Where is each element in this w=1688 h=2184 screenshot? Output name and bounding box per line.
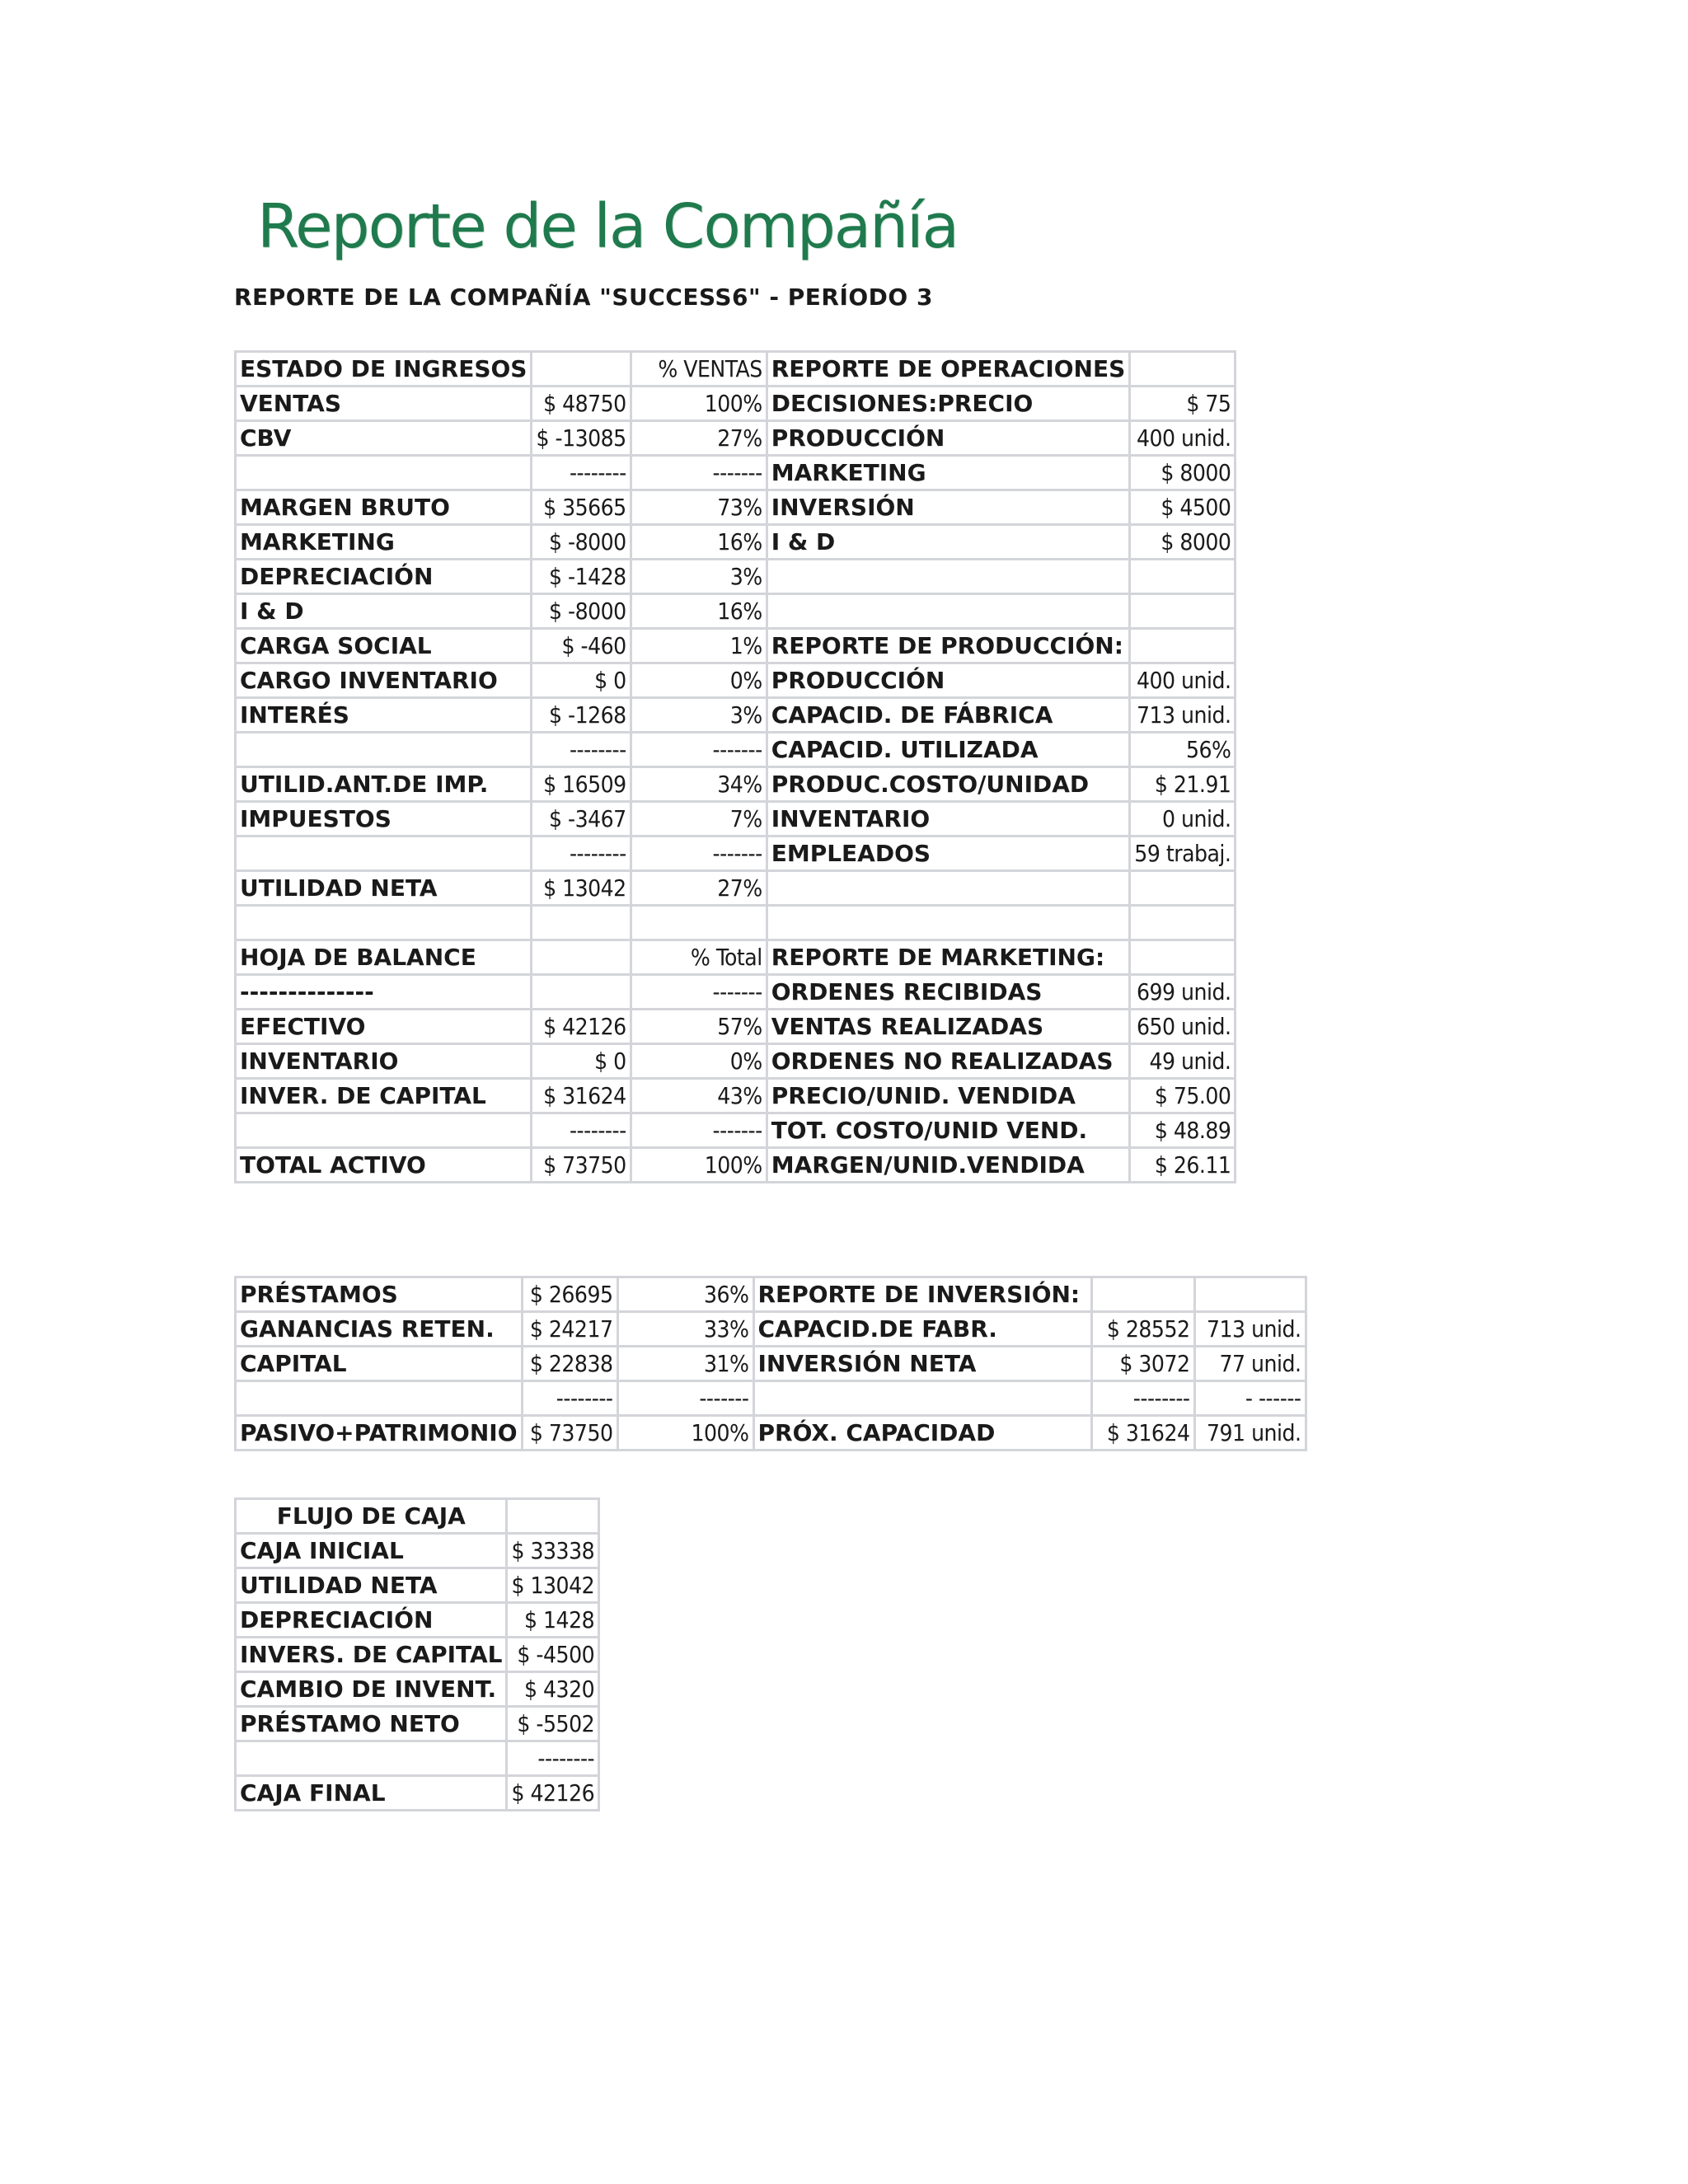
table-cell: 100% [631,387,767,421]
table-cell: PRODUCCIÓN [767,421,1130,456]
table-cell: INVERSIÓN [767,490,1130,525]
table-cell: $ 73750 [522,1416,617,1451]
table-cell: 0% [631,663,767,698]
table-cell: UTILID.ANT.DE IMP. [236,767,532,802]
table-cell: $ 42126 [532,1010,631,1044]
table-cell: REPORTE DE MARKETING: [767,940,1130,975]
cash-flow-table [234,1497,600,1811]
table-row [236,871,1236,906]
table-cell: DEPRECIACIÓN [236,560,532,594]
table-row [236,352,1236,387]
table-cell: 650 unid. [1130,1010,1236,1044]
table-cell: 77 unid. [1194,1347,1306,1381]
table-cell [631,906,767,940]
table-cell [767,906,1130,940]
table-cell: 43% [631,1079,767,1113]
table-cell: $ 13042 [507,1568,599,1603]
table-cell: I & D [236,594,532,629]
table-row [236,456,1236,490]
table-cell: $ 42126 [507,1776,599,1811]
table-cell: CARGA SOCIAL [236,629,532,663]
table-row [236,525,1236,560]
table-cell: REPORTE DE INVERSIÓN: [753,1277,1091,1312]
table-cell: 0% [631,1044,767,1079]
table-cell: 34% [631,767,767,802]
table-row [236,594,1236,629]
table-cell: $ 75 [1130,387,1236,421]
table-cell: UTILIDAD NETA [236,1568,507,1603]
table-cell [1130,629,1236,663]
table-cell: HOJA DE BALANCE [236,940,532,975]
table-row [236,1672,599,1707]
table-cell: DECISIONES:PRECIO [767,387,1130,421]
table-cell: 3% [631,698,767,733]
table-cell: ESTADO DE INGRESOS [236,352,532,387]
table-row [236,802,1236,837]
table-cell: 57% [631,1010,767,1044]
table-cell: 3% [631,560,767,594]
table-cell: $ 26695 [522,1277,617,1312]
table-cell: ------- [631,733,767,767]
table-cell: -------------- [236,975,532,1010]
table-cell: DEPRECIACIÓN [236,1603,507,1638]
liabilities-investment-table [234,1276,1307,1451]
table-cell: ------- [631,975,767,1010]
table-cell [767,871,1130,906]
table-cell: $ -5502 [507,1707,599,1741]
table-row [236,1312,1306,1347]
table-cell [1091,1277,1194,1312]
table-cell: INVENTARIO [767,802,1130,837]
table-cell: CBV [236,421,532,456]
table-cell: ORDENES RECIBIDAS [767,975,1130,1010]
table-cell [236,1741,507,1776]
table-cell: -------- [532,837,631,871]
table-cell: $ 26.11 [1130,1148,1236,1183]
table-cell [236,733,532,767]
table-cell: EFECTIVO [236,1010,532,1044]
table-cell: PASIVO+PATRIMONIO [236,1416,523,1451]
table-cell: - ------ [1194,1381,1306,1416]
table-cell: PRÓX. CAPACIDAD [753,1416,1091,1451]
table-cell: MARGEN/UNID.VENDIDA [767,1148,1130,1183]
table-cell: TOTAL ACTIVO [236,1148,532,1183]
table-cell: $ 1428 [507,1603,599,1638]
table-cell [532,906,631,940]
table-row [236,767,1236,802]
table-cell: 49 unid. [1130,1044,1236,1079]
table-cell: VENTAS [236,387,532,421]
table-cell: -------- [507,1741,599,1776]
table-row [236,1347,1306,1381]
table-cell: INTERÉS [236,698,532,733]
table-cell: MARGEN BRUTO [236,490,532,525]
table-cell: PRÉSTAMO NETO [236,1707,507,1741]
table-cell [1130,594,1236,629]
table-row [236,629,1236,663]
table-cell: $ 75.00 [1130,1079,1236,1113]
table-cell [1130,871,1236,906]
table-cell: 713 unid. [1130,698,1236,733]
table-cell: MARKETING [236,525,532,560]
table-row [236,1776,599,1811]
table-cell [236,837,532,871]
table-row [236,975,1236,1010]
table-cell: PRODUC.COSTO/UNIDAD [767,767,1130,802]
table-cell: $ 21.91 [1130,767,1236,802]
table-cell: -------- [522,1381,617,1416]
table-cell: 31% [617,1347,753,1381]
table-row [236,1568,599,1603]
table-cell: CAPACID. DE FÁBRICA [767,698,1130,733]
table-cell: I & D [767,525,1130,560]
table-cell: 59 trabaj. [1130,837,1236,871]
table-cell: CAJA INICIAL [236,1534,507,1568]
table-cell: $ 48.89 [1130,1113,1236,1148]
table-cell [236,1113,532,1148]
table-cell [532,940,631,975]
table-cell: PRODUCCIÓN [767,663,1130,698]
table-cell: PRÉSTAMOS [236,1277,523,1312]
table-cell: 400 unid. [1130,421,1236,456]
table-cell: EMPLEADOS [767,837,1130,871]
table-cell: ------- [631,1113,767,1148]
table-cell [1194,1277,1306,1312]
table-cell: 791 unid. [1194,1416,1306,1451]
table-cell: IMPUESTOS [236,802,532,837]
report-subtitle: REPORTE DE LA COMPAÑÍA "SUCCESS6" - PERÍODO 3 [234,284,933,311]
table-cell: INVENTARIO [236,1044,532,1079]
table-cell [767,560,1130,594]
table-row [236,490,1236,525]
table-cell: INVERS. DE CAPITAL [236,1638,507,1672]
table-cell: CAMBIO DE INVENT. [236,1672,507,1707]
table-cell [1130,906,1236,940]
table-cell: 16% [631,594,767,629]
table-cell [507,1499,599,1534]
table-cell: ------- [617,1381,753,1416]
table-cell: -------- [532,733,631,767]
table-row [236,940,1236,975]
table-cell: $ -1268 [532,698,631,733]
table-cell: $ -460 [532,629,631,663]
table-cell [1130,940,1236,975]
table-cell: VENTAS REALIZADAS [767,1010,1130,1044]
table-row [236,1416,1306,1451]
table-cell: CAJA FINAL [236,1776,507,1811]
table-cell: 36% [617,1277,753,1312]
table-row [236,560,1236,594]
table-cell: 16% [631,525,767,560]
table-cell: -------- [532,1113,631,1148]
table-cell: $ 33338 [507,1534,599,1568]
table-cell: 699 unid. [1130,975,1236,1010]
table-row [236,1381,1306,1416]
table-cell: $ -3467 [532,802,631,837]
table-cell: CAPACID. UTILIZADA [767,733,1130,767]
table-row [236,733,1236,767]
table-cell [767,594,1130,629]
table-row [236,1277,1306,1312]
table-cell: $ 3072 [1091,1347,1194,1381]
table-row [236,1148,1236,1183]
table-cell: ------- [631,456,767,490]
table-cell: $ -8000 [532,594,631,629]
table-cell: $ 73750 [532,1148,631,1183]
table-cell [1130,352,1236,387]
table-cell [753,1381,1091,1416]
table-row [236,1499,599,1534]
table-row [236,1113,1236,1148]
table-cell [532,975,631,1010]
table-cell: $ 13042 [532,871,631,906]
table-cell: UTILIDAD NETA [236,871,532,906]
table-cell: REPORTE DE PRODUCCIÓN: [767,629,1130,663]
table-row [236,421,1236,456]
table-cell: $ -13085 [532,421,631,456]
table-cell: $ 0 [532,1044,631,1079]
table-cell: $ 48750 [532,387,631,421]
table-cell: $ 28552 [1091,1312,1194,1347]
table-cell: $ 0 [532,663,631,698]
table-cell: INVERSIÓN NETA [753,1347,1091,1381]
table-cell: FLUJO DE CAJA [236,1499,507,1534]
table-cell: $ -4500 [507,1638,599,1672]
table-row [236,698,1236,733]
table-cell: -------- [1091,1381,1194,1416]
table-cell: CAPITAL [236,1347,523,1381]
table-cell: $ 4320 [507,1672,599,1707]
table-cell: REPORTE DE OPERACIONES [767,352,1130,387]
table-cell: -------- [532,456,631,490]
table-cell: 1% [631,629,767,663]
table-cell [1130,560,1236,594]
table-cell: 27% [631,421,767,456]
table-cell: ORDENES NO REALIZADAS [767,1044,1130,1079]
table-cell: 0 unid. [1130,802,1236,837]
table-row [236,1741,599,1776]
table-row [236,837,1236,871]
table-cell: 7% [631,802,767,837]
table-cell: $ -1428 [532,560,631,594]
table-cell: GANANCIAS RETEN. [236,1312,523,1347]
table-row [236,1707,599,1741]
table-row [236,1079,1236,1113]
table-row [236,906,1236,940]
table-cell: $ 8000 [1130,456,1236,490]
page-title: Reporte de la Compañía [257,191,958,262]
table-cell: $ 31624 [532,1079,631,1113]
table-cell: $ 24217 [522,1312,617,1347]
table-cell [236,456,532,490]
table-row [236,663,1236,698]
income-operations-table [234,350,1236,1183]
table-cell: 713 unid. [1194,1312,1306,1347]
table-row [236,1638,599,1672]
table-cell: ------- [631,837,767,871]
table-row [236,1010,1236,1044]
table-cell: 400 unid. [1130,663,1236,698]
table-row [236,1044,1236,1079]
table-cell [532,352,631,387]
table-cell: % Total [631,940,767,975]
table-cell: $ 16509 [532,767,631,802]
table-cell: $ -8000 [532,525,631,560]
table-cell: 33% [617,1312,753,1347]
table-cell: $ 4500 [1130,490,1236,525]
table-cell: MARKETING [767,456,1130,490]
table-cell: % VENTAS [631,352,767,387]
table-cell: CAPACID.DE FABR. [753,1312,1091,1347]
table-cell: TOT. COSTO/UNID VEND. [767,1113,1130,1148]
table-cell: 100% [631,1148,767,1183]
table-cell [236,1381,523,1416]
table-cell: $ 22838 [522,1347,617,1381]
table-cell: $ 35665 [532,490,631,525]
table-cell: 100% [617,1416,753,1451]
table-cell: PRECIO/UNID. VENDIDA [767,1079,1130,1113]
table-cell: 73% [631,490,767,525]
table-row [236,1534,599,1568]
table-cell: $ 31624 [1091,1416,1194,1451]
table-row [236,1603,599,1638]
table-cell: 27% [631,871,767,906]
table-row [236,387,1236,421]
table-cell: $ 8000 [1130,525,1236,560]
table-cell: INVER. DE CAPITAL [236,1079,532,1113]
table-cell: CARGO INVENTARIO [236,663,532,698]
table-cell: 56% [1130,733,1236,767]
table-cell [236,906,532,940]
